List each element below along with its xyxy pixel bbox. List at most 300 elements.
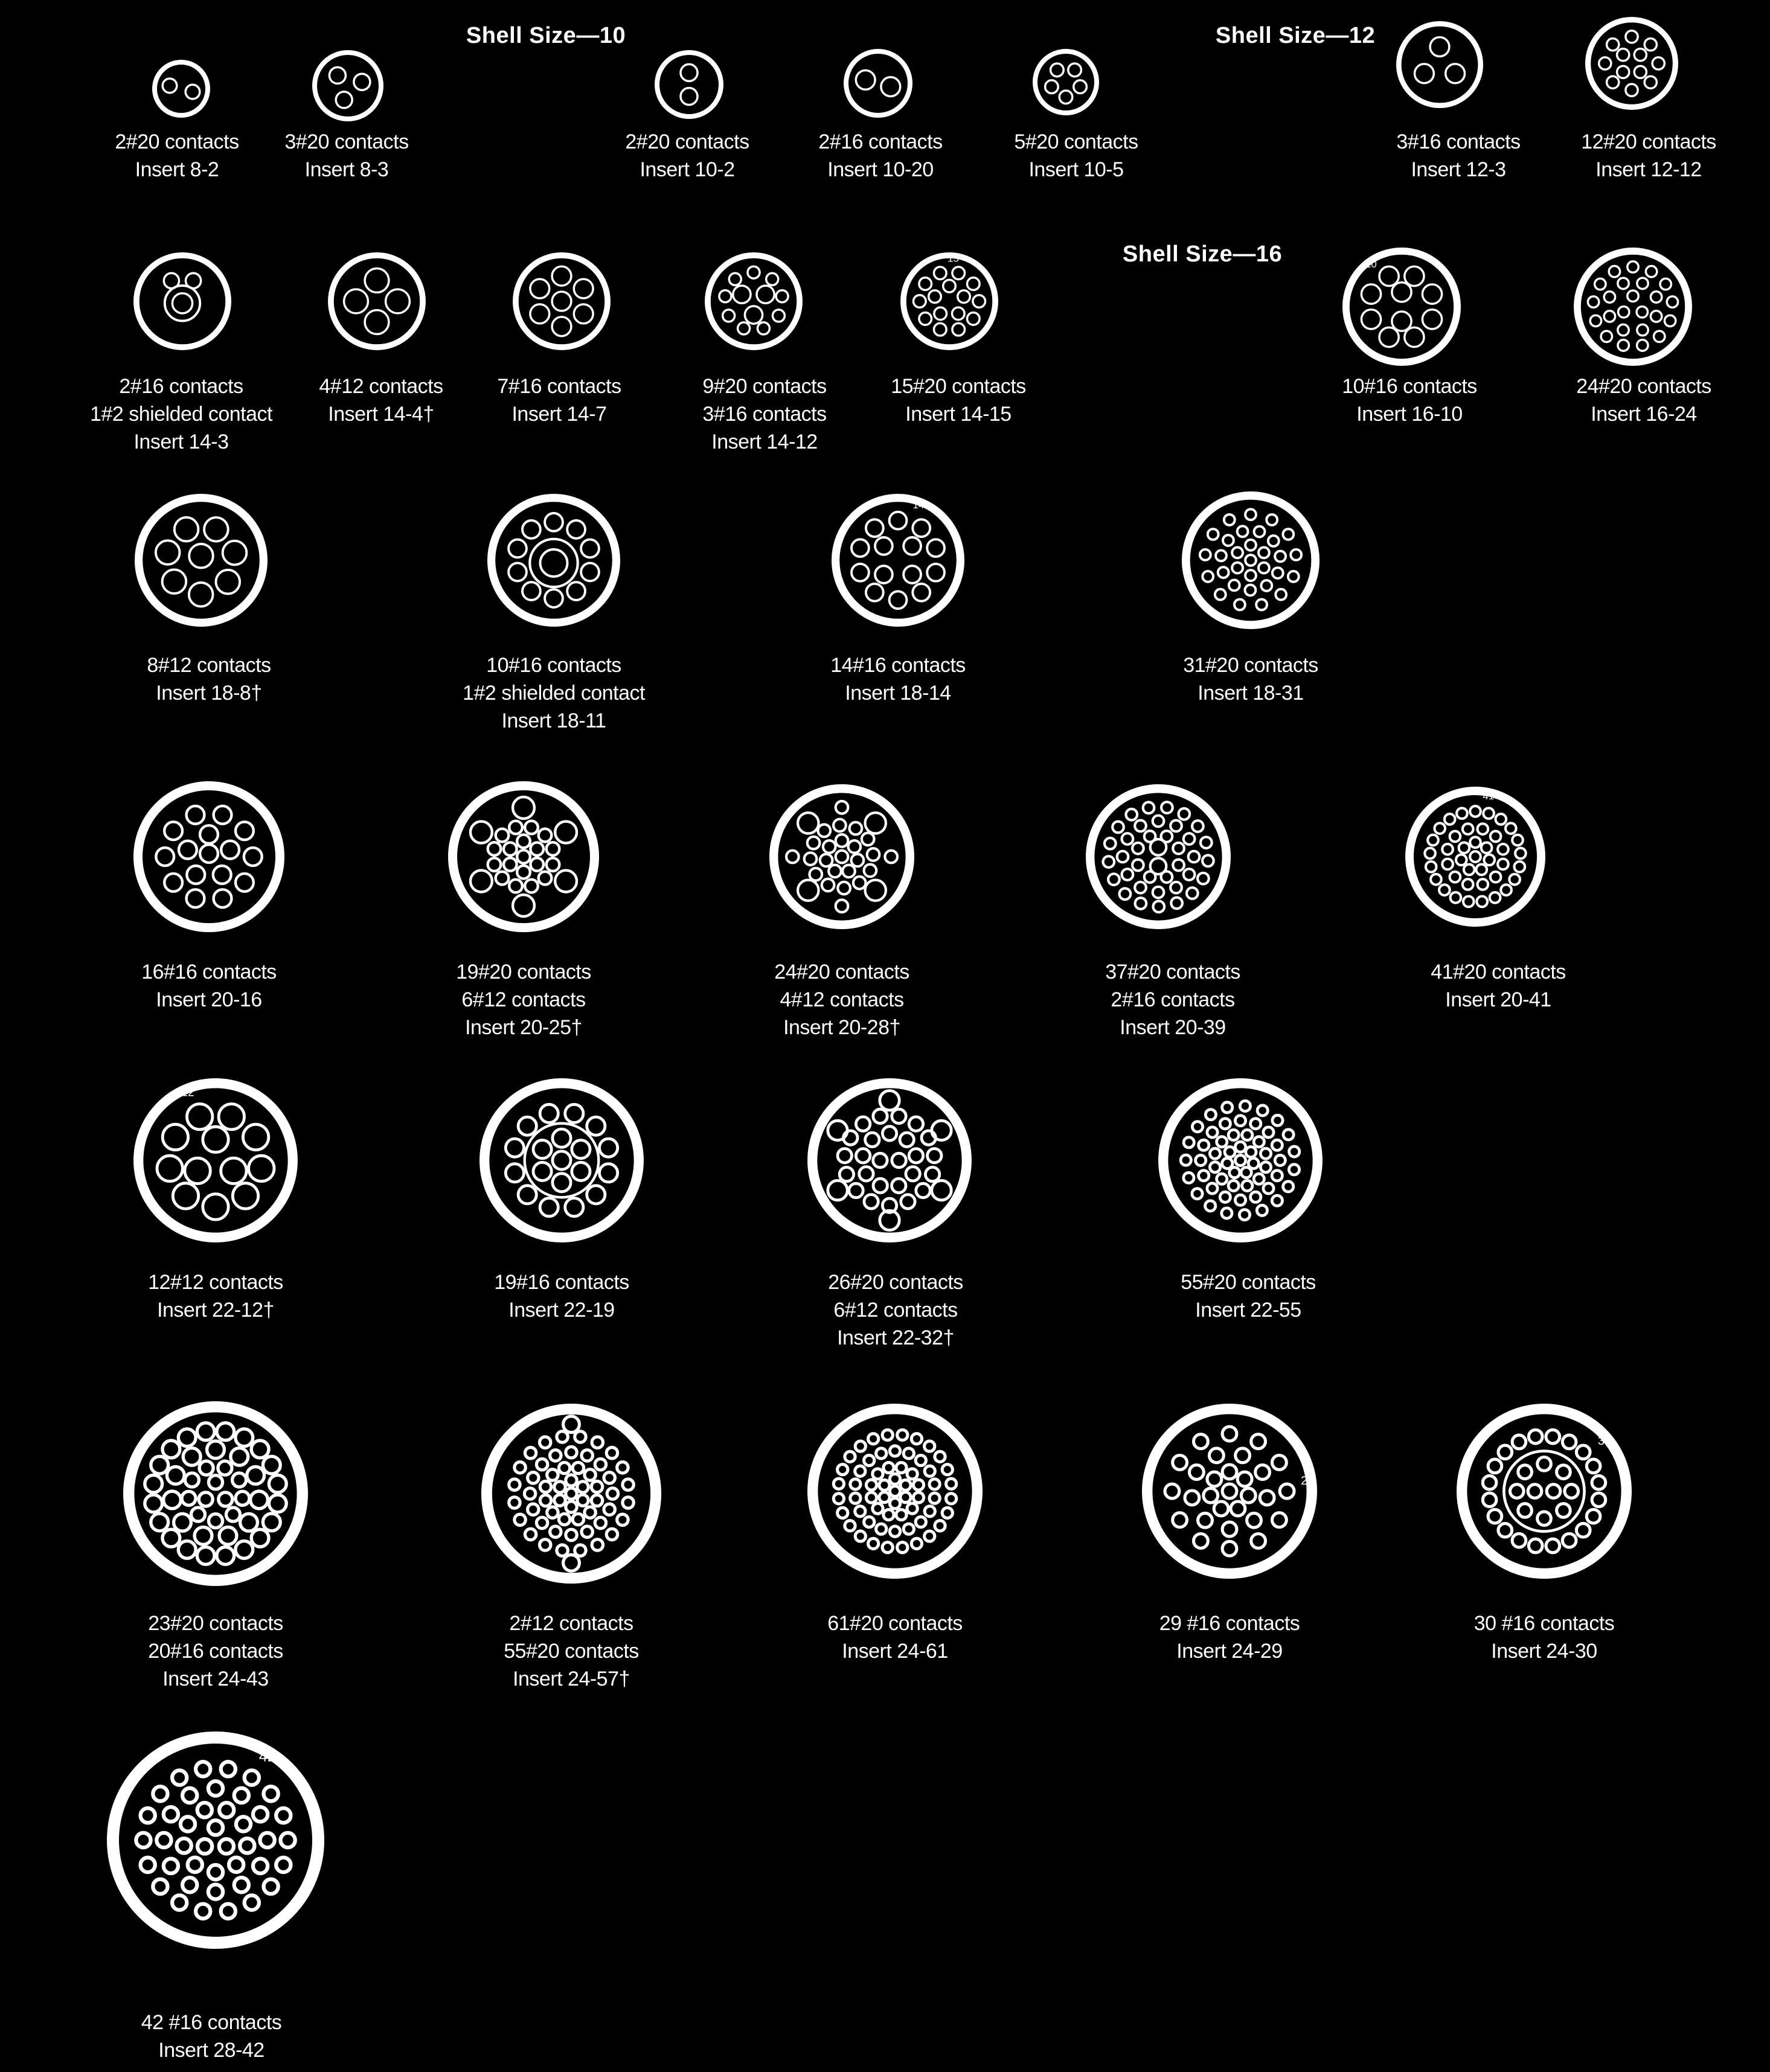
- contact-circle: [1068, 63, 1082, 77]
- contact-circle: [1609, 266, 1620, 277]
- label-line: Insert 14-15: [905, 403, 1012, 426]
- contact-circle: [509, 1479, 520, 1490]
- contact-circle: [1445, 814, 1455, 825]
- contact-circle: [810, 868, 822, 881]
- contact-circle: [1275, 551, 1286, 562]
- contact-circle: [1214, 1501, 1228, 1516]
- contact-circle: [203, 1127, 228, 1152]
- contact-circle: [1132, 860, 1144, 871]
- contact-circle: [185, 1158, 210, 1183]
- contact-circle: [1478, 823, 1489, 834]
- contact-circle: [820, 854, 833, 867]
- contact-circle: [1268, 536, 1279, 546]
- contact-circle: [929, 1493, 940, 1503]
- contact-circle: [517, 835, 530, 848]
- contact-circle: [862, 833, 874, 846]
- contact-circle: [909, 1117, 923, 1131]
- label-line: 10#16 contacts: [486, 654, 621, 677]
- contact-circle: [885, 851, 897, 863]
- contact-circle: [913, 1480, 923, 1490]
- contact-circle: [518, 1117, 536, 1135]
- contact-circle: [913, 1492, 923, 1503]
- contact-circle: [1126, 809, 1138, 820]
- contact-circle: [221, 841, 239, 859]
- label-line: 2#16 contacts: [1111, 988, 1235, 1011]
- contact-circle: [1247, 1513, 1262, 1527]
- contact-circle: [329, 67, 345, 83]
- insert-22-12-diagram: [127, 1072, 304, 1249]
- contact-circle: [856, 71, 875, 90]
- label-line: 24#20 contacts: [774, 961, 909, 983]
- label-line: 2#20 contacts: [625, 130, 749, 153]
- label-line: 8#12 contacts: [147, 654, 271, 677]
- label-line: 29 #16 contacts: [1159, 1612, 1300, 1635]
- contact-circle: [1232, 563, 1243, 574]
- contact-circle: [554, 1482, 565, 1492]
- contact-circle: [1210, 1162, 1220, 1172]
- contact-circle: [1222, 1522, 1237, 1536]
- insert-20-28-diagram: [763, 778, 920, 935]
- contact-circle: [868, 1538, 879, 1549]
- contact-circle: [172, 1770, 187, 1785]
- label-line: 3#20 contacts: [284, 130, 409, 153]
- contact-circle: [890, 1526, 900, 1536]
- contact-circle: [733, 286, 751, 303]
- contact-circle: [967, 278, 980, 290]
- contact-circle: [1185, 1491, 1199, 1505]
- contact-circle: [203, 1194, 228, 1220]
- contact-circle: [1263, 1183, 1274, 1194]
- contact-circle: [1173, 1513, 1187, 1527]
- contact-circle: [1428, 835, 1438, 846]
- contact-circle: [572, 1514, 583, 1524]
- contact-circle: [536, 1459, 547, 1469]
- contact-circle: [1283, 1181, 1294, 1192]
- contact-circle: [1634, 66, 1646, 78]
- contact-circle: [164, 822, 182, 840]
- contact-circle: [525, 1529, 536, 1540]
- contact-circle: [1618, 278, 1629, 289]
- contact-circle: [828, 1121, 847, 1140]
- contact-circle: [1528, 1430, 1542, 1444]
- insert-12-3-label: [1396, 128, 1520, 184]
- contact-circle: [185, 1473, 199, 1487]
- insert-14-7-label: [497, 373, 621, 428]
- contact-circle: [919, 313, 932, 325]
- contact-circle: [365, 310, 389, 334]
- contact-circle: [1192, 1122, 1202, 1132]
- contact-circle: [890, 1498, 900, 1509]
- label-line: 24#20 contacts: [1576, 375, 1711, 398]
- contact-circle: [1590, 315, 1601, 326]
- contact-circle: [1588, 20, 1676, 107]
- contact-circle: [1112, 822, 1124, 833]
- contact-circle: [1592, 1493, 1606, 1507]
- contact-circle: [249, 1156, 274, 1181]
- contact-circle: [836, 801, 848, 814]
- contact-circle: [903, 1448, 914, 1459]
- contact-circle: [798, 813, 818, 833]
- contact-circle: [1644, 39, 1656, 51]
- insert-20-16-diagram: [127, 775, 290, 938]
- insert-16-24-diagram: [1568, 241, 1698, 372]
- contact-circle: [525, 880, 538, 893]
- contact-circle: [539, 872, 552, 885]
- contact-circle: [216, 570, 240, 594]
- contact-circle: [818, 825, 831, 837]
- contact-circle: [178, 1429, 196, 1447]
- contact-circle: [738, 322, 750, 334]
- contact-circle: [838, 882, 850, 895]
- contact-circle: [850, 1493, 861, 1503]
- contact-circle: [1442, 859, 1453, 870]
- contact-circle: [859, 1167, 873, 1181]
- contact-circle: [540, 1495, 551, 1506]
- contact-circle: [1501, 884, 1512, 895]
- contact-circle: [1181, 1155, 1191, 1165]
- contact-circle: [162, 1529, 180, 1547]
- contact-circle: [208, 1820, 223, 1835]
- contact-circle: [868, 1434, 879, 1444]
- contact-circle: [515, 1462, 525, 1473]
- contact-circle: [1626, 31, 1638, 43]
- contact-circle: [547, 858, 560, 871]
- contact-circle: [812, 1083, 967, 1238]
- contact-circle: [587, 1117, 605, 1135]
- contact-circle: [525, 1447, 536, 1458]
- contact-circle: [1361, 310, 1380, 329]
- contact-circle: [1637, 340, 1648, 351]
- label-line: Insert 12-3: [1411, 158, 1506, 181]
- contact-circle: [901, 1195, 915, 1209]
- contact-circle: [178, 1541, 196, 1558]
- contact-circle: [183, 1448, 200, 1465]
- contact-circle: [1235, 1142, 1245, 1152]
- contact-circle: [1242, 1130, 1252, 1140]
- contact-circle: [1192, 820, 1204, 832]
- contact-circle: [165, 286, 200, 321]
- contact-circle: [1512, 1435, 1526, 1449]
- contact-circle: [492, 498, 617, 623]
- contact-circle: [153, 1786, 167, 1801]
- contact-circle: [1161, 871, 1173, 883]
- contact-circle: [1470, 806, 1481, 817]
- contact-circle: [162, 1440, 180, 1458]
- contact-circle: [1272, 1140, 1282, 1150]
- contact-circle: [264, 1786, 278, 1801]
- contact-circle: [1604, 311, 1615, 322]
- contact-circle: [1241, 1488, 1255, 1503]
- contact-circle: [1637, 307, 1647, 318]
- contact-circle: [1122, 833, 1134, 845]
- contact-circle: [1153, 816, 1164, 827]
- contact-circle: [177, 1838, 191, 1853]
- contact-circle: [1254, 526, 1265, 537]
- contact-circle: [1218, 567, 1229, 578]
- label-line: 41#20 contacts: [1431, 961, 1566, 983]
- contact-circle: [229, 1858, 243, 1872]
- contact-circle: [566, 1529, 577, 1540]
- label-line: Insert 14-12: [711, 430, 818, 453]
- contact-circle: [1255, 1465, 1270, 1480]
- contact-position-number: 29: [1301, 1474, 1315, 1488]
- contact-circle: [236, 1541, 253, 1558]
- label-line: Insert 8-2: [135, 158, 219, 181]
- contact-circle: [1288, 571, 1299, 582]
- insert-14-12-label: [702, 373, 826, 456]
- contact-circle: [836, 834, 848, 847]
- contact-circle: [1217, 1137, 1227, 1147]
- contact-circle: [136, 1833, 150, 1847]
- contact-circle: [934, 323, 947, 336]
- contact-circle: [1170, 820, 1182, 832]
- contact-circle: [1392, 312, 1411, 331]
- contact-circle: [530, 858, 544, 871]
- contact-circle: [1462, 1409, 1627, 1574]
- contact-circle: [856, 1149, 870, 1163]
- insert-22-32-diagram: [801, 1072, 978, 1249]
- label-line: Insert 12-12: [1595, 158, 1702, 181]
- contact-circle: [1463, 879, 1473, 890]
- contact-circle: [1496, 814, 1507, 825]
- contact-circle: [866, 584, 883, 601]
- insert-16-10-diagram: [1336, 241, 1467, 372]
- contact-circle: [1194, 1434, 1208, 1449]
- label-line: 37#20 contacts: [1105, 961, 1240, 983]
- contact-circle: [182, 1491, 196, 1505]
- contact-circle: [572, 1462, 583, 1473]
- contact-circle: [873, 1469, 883, 1479]
- contact-circle: [1194, 1534, 1208, 1549]
- contact-circle: [566, 1501, 577, 1512]
- contact-circle: [240, 1514, 258, 1531]
- insert-16-10-label: [1342, 373, 1477, 428]
- label-line: 3#16 contacts: [1396, 130, 1521, 153]
- contact-circle: [1654, 331, 1665, 342]
- contact-circle: [553, 1129, 571, 1147]
- contact-circle: [1463, 823, 1473, 834]
- contact-circle: [1251, 1534, 1266, 1549]
- contact-circle: [557, 1545, 568, 1556]
- contact-circle: [1207, 1183, 1217, 1194]
- contact-circle: [1483, 1493, 1496, 1507]
- contact-circle: [1637, 324, 1648, 335]
- contact-circle: [836, 851, 848, 863]
- contact-circle: [1260, 1491, 1274, 1505]
- contact-circle: [1205, 1110, 1216, 1120]
- contact-circle: [488, 842, 501, 855]
- contact-circle: [550, 1526, 561, 1537]
- contact-circle: [1515, 848, 1526, 859]
- contact-circle: [157, 1156, 182, 1181]
- contact-circle: [890, 591, 907, 609]
- contact-circle: [1179, 808, 1190, 820]
- contact-circle: [1562, 1435, 1576, 1449]
- contact-circle: [550, 1450, 561, 1461]
- contact-circle: [850, 822, 862, 835]
- contact-circle: [540, 1437, 551, 1448]
- contact-circle: [873, 1109, 887, 1123]
- contact-circle: [504, 858, 517, 871]
- contact-circle: [1484, 855, 1495, 866]
- contact-circle: [864, 1455, 874, 1465]
- contact-circle: [1283, 529, 1294, 540]
- contact-circle: [833, 819, 846, 832]
- contact-circle: [1538, 1512, 1551, 1526]
- contact-circle: [903, 537, 921, 555]
- contact-circle: [925, 1531, 935, 1541]
- insert-18-14-label: [830, 651, 966, 707]
- contact-circle: [1504, 1451, 1584, 1531]
- label-line: 12#12 contacts: [148, 1271, 283, 1294]
- contact-circle: [219, 1803, 234, 1817]
- contact-circle: [247, 1466, 265, 1484]
- contact-circle: [245, 1770, 259, 1785]
- insert-18-31-diagram: [1176, 485, 1326, 635]
- insert-8-2-label: [115, 128, 239, 184]
- contact-circle: [911, 1434, 922, 1444]
- contact-circle: [882, 1127, 896, 1140]
- contact-circle: [1415, 64, 1434, 83]
- contact-circle: [912, 519, 930, 537]
- contact-circle: [572, 1140, 590, 1159]
- contact-position-number: 10: [1365, 258, 1377, 270]
- contact-circle: [164, 1859, 178, 1873]
- label-line: 4#12 contacts: [780, 988, 904, 1011]
- contact-circle: [208, 1781, 223, 1795]
- contact-circle: [772, 310, 784, 322]
- insert-14-4-diagram: [322, 246, 432, 356]
- insert-20-16-label: [141, 958, 277, 1014]
- insert-22-19-label: [494, 1268, 629, 1324]
- contact-circle: [533, 1140, 551, 1159]
- contact-circle: [864, 1517, 874, 1527]
- insert-10-20-diagram: [838, 43, 919, 124]
- label-line: 5#20 contacts: [1014, 130, 1138, 153]
- contact-circle: [1207, 1127, 1217, 1137]
- contact-circle: [828, 1180, 847, 1200]
- label-line: 20#16 contacts: [148, 1640, 283, 1663]
- contact-circle: [1488, 1459, 1502, 1473]
- contact-circle: [1220, 1119, 1230, 1129]
- contact-circle: [1132, 843, 1144, 854]
- contact-circle: [553, 1174, 571, 1192]
- contact-circle: [547, 1507, 558, 1518]
- label-line: 12#20 contacts: [1581, 130, 1716, 153]
- contact-circle: [518, 1186, 536, 1204]
- contact-circle: [1490, 872, 1501, 883]
- contact-circle: [470, 822, 492, 843]
- contact-circle: [1143, 802, 1155, 814]
- contact-circle: [1272, 1456, 1287, 1470]
- contact-circle: [1228, 1180, 1239, 1191]
- contact-circle: [813, 1409, 978, 1574]
- contact-circle: [181, 1817, 195, 1831]
- contact-circle: [1607, 39, 1619, 51]
- contact-circle: [833, 1479, 844, 1489]
- contact-circle: [1251, 1192, 1261, 1202]
- insert-24-57-label: [504, 1610, 639, 1693]
- contact-circle: [545, 589, 563, 607]
- contact-circle: [1483, 808, 1494, 819]
- contact-circle: [516, 255, 608, 347]
- contact-circle: [1528, 1539, 1542, 1553]
- contact-circle: [513, 797, 534, 819]
- contact-circle: [1051, 63, 1064, 77]
- contact-circle: [219, 1839, 234, 1853]
- label-line: 3#16 contacts: [702, 403, 827, 426]
- contact-circle: [208, 1885, 223, 1899]
- contact-circle: [1422, 284, 1441, 304]
- contact-circle: [236, 874, 254, 892]
- contact-circle: [880, 1091, 899, 1110]
- contact-circle: [525, 1124, 599, 1198]
- label-line: Insert 16-10: [1356, 403, 1463, 426]
- contact-circle: [208, 1865, 223, 1879]
- contact-circle: [600, 1139, 618, 1157]
- contact-circle: [875, 537, 893, 555]
- contact-circle: [932, 1180, 951, 1200]
- contact-circle: [866, 1480, 876, 1490]
- contact-circle: [1260, 1148, 1271, 1159]
- contact-circle: [865, 1133, 879, 1146]
- contact-circle: [522, 520, 540, 539]
- contact-circle: [935, 1521, 945, 1531]
- contact-circle: [1117, 851, 1129, 863]
- contact-circle: [1245, 540, 1256, 551]
- contact-circle: [1135, 898, 1147, 909]
- contact-circle: [1210, 1448, 1224, 1463]
- contact-circle: [892, 1153, 906, 1167]
- label-line: 55#20 contacts: [1181, 1271, 1316, 1294]
- contact-circle: [365, 269, 389, 293]
- section-title-shell-size-16: Shell Size—16: [1122, 241, 1283, 267]
- contact-circle: [218, 1461, 232, 1475]
- contact-circle: [786, 851, 799, 863]
- contact-circle: [915, 1517, 926, 1527]
- contact-circle: [876, 1524, 887, 1534]
- contact-circle: [1234, 600, 1245, 610]
- contact-circle: [1153, 901, 1165, 912]
- contact-circle: [865, 880, 886, 901]
- insert-20-41-label: [1431, 958, 1566, 1014]
- contact-circle: [175, 517, 199, 542]
- contact-circle: [1450, 872, 1461, 883]
- contact-circle: [850, 1479, 861, 1489]
- contact-circle: [1456, 855, 1467, 866]
- contact-circle: [1483, 1476, 1496, 1489]
- contact-circle: [234, 1878, 249, 1892]
- contact-circle: [1199, 1140, 1209, 1150]
- contact-circle: [315, 53, 381, 119]
- contact-circle: [182, 1878, 197, 1892]
- contact-circle: [151, 1514, 168, 1531]
- insert-18-8-label: [147, 651, 271, 707]
- contact-circle: [1103, 856, 1115, 868]
- contact-position-number: 14: [912, 499, 925, 511]
- contact-circle: [935, 1451, 945, 1462]
- contact-circle: [151, 1456, 168, 1474]
- contact-circle: [162, 569, 187, 593]
- label-line: Insert 22-19: [508, 1299, 615, 1322]
- contact-circle: [488, 858, 501, 871]
- contact-circle: [1405, 266, 1424, 286]
- contact-circle: [552, 292, 571, 311]
- insert-10-20-label: [818, 128, 942, 184]
- contact-circle: [540, 549, 568, 577]
- contact-circle: [1202, 571, 1213, 582]
- contact-circle: [681, 88, 697, 105]
